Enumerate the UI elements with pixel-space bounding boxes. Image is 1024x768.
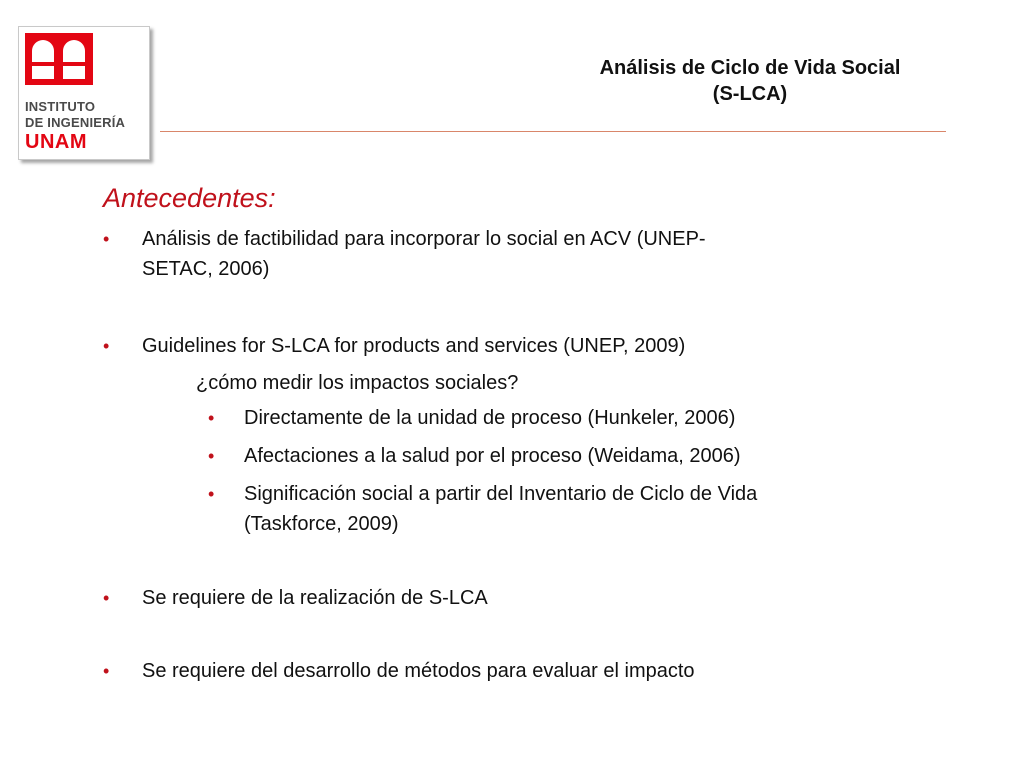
section-heading: Antecedentes: — [103, 183, 276, 213]
bullet-text: Se requiere del desarrollo de métodos para evaluar el impacto — [142, 660, 695, 682]
bullet-item — [103, 656, 695, 686]
unam-emblem-icon — [25, 33, 93, 85]
sub-bullet-item — [208, 479, 758, 539]
slide-title — [500, 55, 1000, 107]
bullet-text: Se requiere de la realización de S-LCA — [142, 587, 488, 609]
bullet-item — [103, 331, 686, 361]
bullet-marker: • — [103, 229, 110, 249]
sub-question: ¿cómo medir los impactos sociales? — [196, 372, 519, 394]
bullet-text-continued: SETAC, 2006) — [142, 258, 270, 280]
bullet-marker: • — [103, 661, 110, 681]
slide-title-line2: (S-LCA) — [712, 83, 788, 105]
bullet-marker: • — [208, 408, 215, 428]
sub-bullet-item — [208, 441, 741, 471]
logo-text-ingenieria: DE INGENIERÍA — [25, 115, 126, 130]
institute-logo — [18, 26, 150, 160]
bullet-text: Guidelines for S-LCA for products and services (UNEP, 2009) — [142, 335, 686, 357]
logo-text-unam: UNAM — [25, 131, 87, 153]
bullet-marker: • — [103, 336, 110, 356]
bullet-item — [103, 583, 488, 613]
header-divider — [160, 131, 946, 132]
logo-text-instituto: INSTITUTO — [25, 99, 96, 114]
bullet-item — [103, 224, 706, 284]
bullet-text: Significación social a partir del Inventario de Ciclo de Vida — [244, 483, 758, 505]
bullet-text-continued: (Taskforce, 2009) — [244, 513, 399, 535]
slide-title-line1: Análisis de Ciclo de Vida Social — [599, 57, 901, 79]
bullet-text: Directamente de la unidad de proceso (Hunkeler, 2006) — [244, 407, 736, 429]
bullet-marker: • — [103, 588, 110, 608]
sub-bullet-item — [208, 403, 736, 433]
bullet-text: Afectaciones a la salud por el proceso (Weidama, 2006) — [244, 445, 741, 467]
bullet-marker: • — [208, 484, 215, 504]
bullet-text: Análisis de factibilidad para incorporar lo social en ACV (UNEP- — [142, 228, 706, 250]
bullet-marker: • — [208, 446, 215, 466]
